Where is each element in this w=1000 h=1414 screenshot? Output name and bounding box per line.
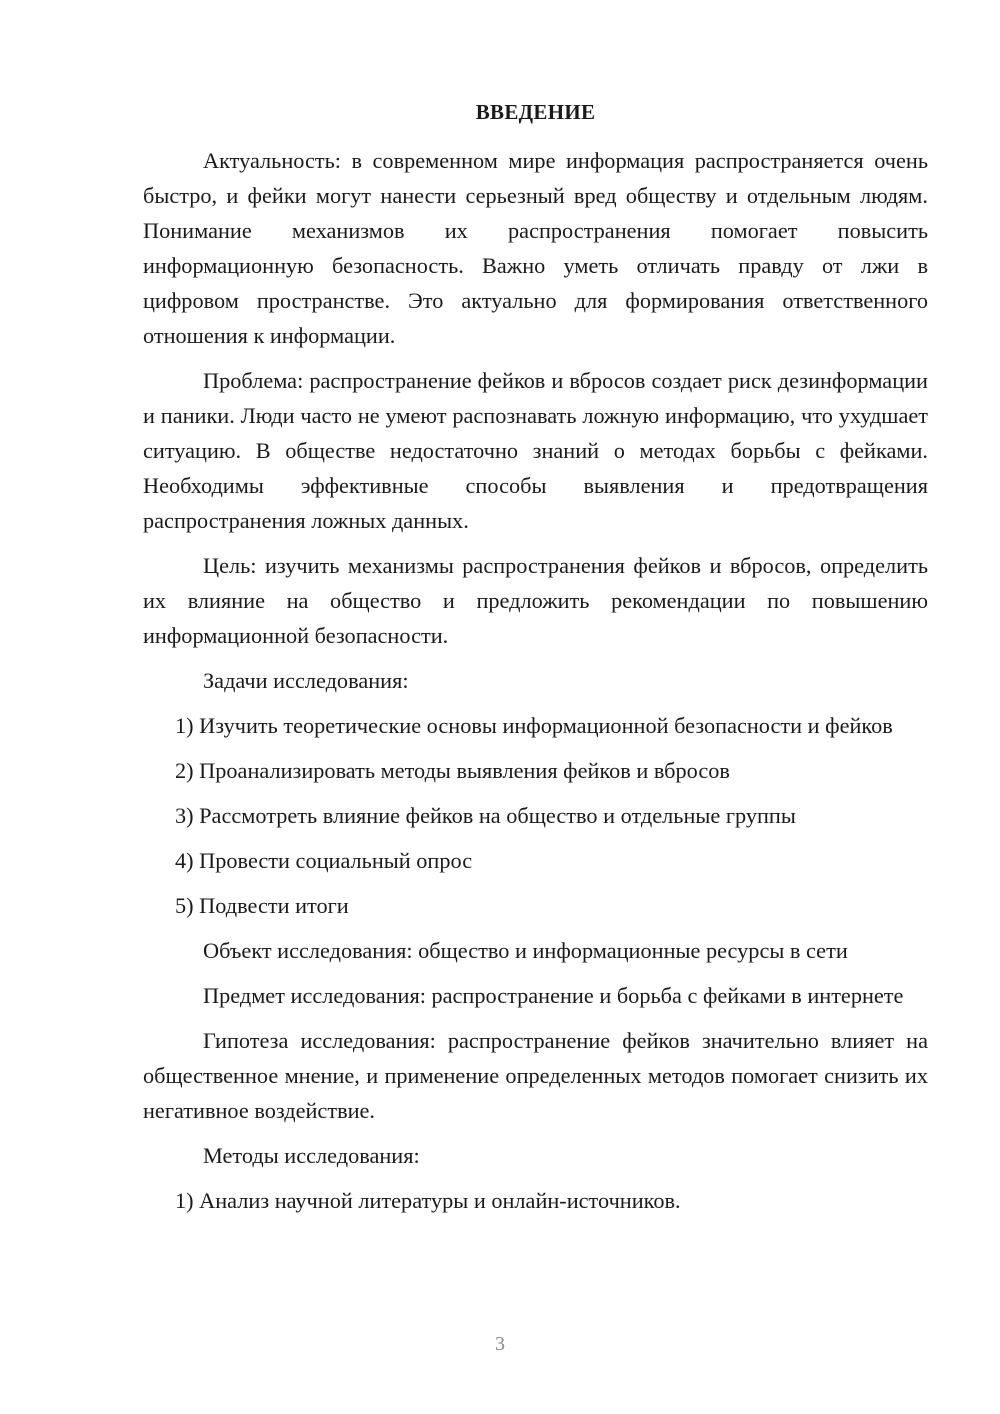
paragraph-hypothesis: Гипотеза исследования: распространение фейков значительно влияет на общественное мнение, и применение определенных методов помогает снизить их негативное воздействие. [143,1028,928,1123]
paragraph-subject: Предмет исследования: распространение и борьба с фейками в интернете [203,983,904,1008]
page-number: 3 [495,1333,505,1355]
task-item-5: 5) Подвести итоги [175,893,349,918]
paragraph-problem: Проблема: распространение фейков и вбросов создает риск дезинформации и паники. Люди часто не умеют распознавать ложную информацию, что ухудшает ситуацию. В обществе недостаточно знаний о методах борьбы с фейками. Необходимы эффективные способы выявления и предотвращения распространения ложных данных. [143,368,928,533]
paragraph-goal: Цель: изучить механизмы распространения фейков и вбросов, определить их влияние на общество и предложить рекомендации по повышению информационной безопасности. [143,553,928,648]
task-item-1: 1) Изучить теоретические основы информационной безопасности и фейков [175,713,893,738]
methods-title: Методы исследования: [203,1143,420,1168]
page-content [143,95,928,1228]
task-item-4: 4) Провести социальный опрос [175,848,473,873]
tasks-title: Задачи исследования: [203,668,409,693]
paragraph-object: Объект исследования: общество и информационные ресурсы в сети [203,938,848,963]
task-item-3: 3) Рассмотреть влияние фейков на общество и отдельные группы [175,803,796,828]
task-item-2: 2) Проанализировать методы выявления фейков и вбросов [175,758,730,783]
method-item-1: 1) Анализ научной литературы и онлайн-источников. [175,1188,681,1213]
section-heading: ВВЕДЕНИЕ [475,100,596,124]
paragraph-relevance: Актуальность: в современном мире информация распространяется очень быстро, и фейки могут нанести серьезный вред обществу и отдельным людям. Понимание механизмов их распространения помогает повысить информационную безопасность. Важно уметь отличать правду от лжи в цифровом пространстве. Это актуально для формирования ответственного отношения к информации. [143,148,928,348]
